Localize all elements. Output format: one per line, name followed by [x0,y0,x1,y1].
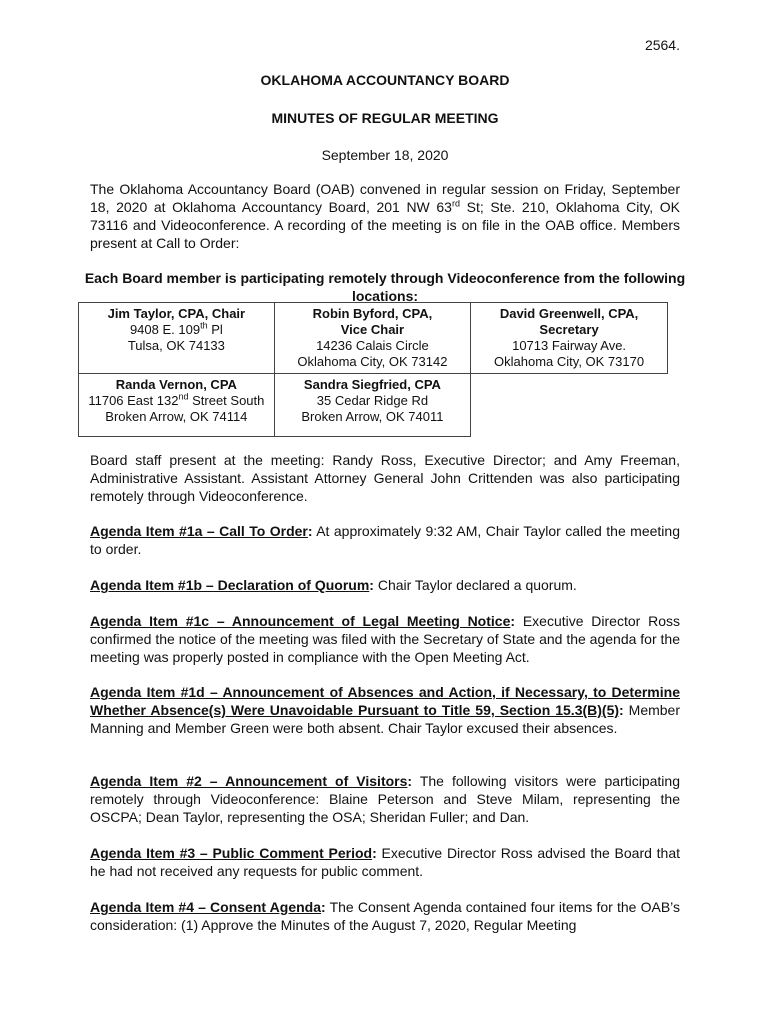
locations-heading: Each Board member is participating remotely through Videoconference from the following locations: [84,270,686,304]
agenda-heading: Agenda Item #1a – Call To Order [90,523,308,539]
board-members-table [78,302,668,437]
page-number: 2564. [644,37,680,53]
agenda-item-4: Agenda Item #4 – Consent Agenda: The Consent Agenda contained four items for the OAB’s consideration: (1) Approve the Minutes of the August 7, 2020, Regular Meeting [90,899,681,933]
agenda-body: At approximately 9:32 AM, Chair Taylor called the meeting to order. [90,523,680,557]
agenda-item-1c: Agenda Item #1c – Announcement of Legal Meeting Notice: Executive Director Ross confirmed the notice of the meeting was filed with the Secretary of State and the agenda for the meeting was properly posted in compliance with the Open Meeting Act. [90,613,680,665]
member-city: Tulsa, OK 74133 [127,338,225,353]
member-role: Secretary [539,322,599,337]
agenda-body: Executive Director Ross advised the Board that he had not received any requests for public comment. [90,845,681,879]
member-name: Jim Taylor, CPA, Chair [107,306,246,321]
intro-text-1: The Oklahoma Accountancy Board (OAB) convened in regular session on Friday, September 18, 2020 at Oklahoma Accountancy Board, 201 NW 63 [90,181,680,215]
agenda-body: The Consent Agenda contained four items for the OAB’s consideration: (1) Approve the Minutes of the August 7, 2020, Regular Meeting [90,899,681,933]
member-name: Sandra Siegfried, CPA [303,377,441,392]
member-address-line: 35 Cedar Ridge Rd [316,393,429,408]
member-address-line: 10713 Fairway Ave. [512,338,627,353]
agenda-item-3: Agenda Item #3 – Public Comment Period: Executive Director Ross advised the Board that he had not received any requests for public comment. [90,845,681,879]
agenda-heading: Agenda Item #1d – Announcement of Absences and Action, if Necessary, to Determine Whether Absence(s) Were Unavoidable Pursuant to Title 59, Section 15.3(B)(5) [90,684,680,718]
member-role: Vice Chair [340,322,405,337]
intro-sup: rd [451,198,460,209]
agenda-heading: Agenda Item #4 – Consent Agenda [90,899,322,915]
meeting-date: September 18, 2020 [321,147,449,163]
agenda-heading: Agenda Item #3 – Public Comment Period [90,845,373,861]
agenda-item-1b: Agenda Item #1b – Declaration of Quorum: Chair Taylor declared a quorum. [90,577,577,593]
board-title: OKLAHOMA ACCOUNTANCY BOARD [260,72,510,88]
intro-text-2: St; Ste. 210, Oklahoma City, OK 73116 and Videoconference. A recording of the meeting is on file in the OAB office. Members present at Call to Order: [90,199,680,251]
agenda-heading: Agenda Item #1b – Declaration of Quorum [90,577,370,593]
member-address-line: 14236 Calais Circle [316,338,429,353]
agenda-item-1a: Agenda Item #1a – Call To Order: At approximately 9:32 AM, Chair Taylor called the meeting to order. [90,523,680,557]
agenda-body: Chair Taylor declared a quorum. [373,577,577,593]
agenda-item-2: Agenda Item #2 – Announcement of Visitors: The following visitors were participating remotely through Videoconference: Blaine Peterson and Steve Milam, representing the OSCPA; Dean Taylor, representing the OSA; Sheridan Fuller; and Dan. [90,773,680,825]
member-cell-siegfried [274,374,470,437]
member-city: Oklahoma City, OK 73142 [297,354,448,369]
member-city: Oklahoma City, OK 73170 [494,354,645,369]
member-address-line: 9408 E. 109th Pl [129,320,223,337]
member-name: David Greenwell, CPA, [499,306,639,321]
agenda-body: Executive Director Ross confirmed the notice of the meeting was filed with the Secretary of State and the agenda for the meeting was properly posted in compliance with the Open Meeting Act. [90,613,680,665]
member-cell-taylor [79,303,275,374]
agenda-body: The following visitors were participating remotely through Videoconference: Blaine Peterson and Steve Milam, representing the OSCPA; Dean Taylor, representing the OSA; Sheridan Fuller; and Dan. [90,773,680,825]
member-name: Randa Vernon, CPA [115,377,237,392]
staff-paragraph: Board staff present at the meeting: Randy Ross, Executive Director; and Amy Freeman, Administrative Assistant. Assistant Attorney General John Crittenden was also participating remotely through Videoconference. [90,452,680,504]
agenda-heading: Agenda Item #2 – Announcement of Visitors [90,773,408,789]
member-cell-vernon [79,374,275,437]
member-cell-byford [274,303,470,374]
minutes-title: MINUTES OF REGULAR MEETING [271,110,499,126]
agenda-heading: Agenda Item #1c – Announcement of Legal Meeting Notice [90,613,511,629]
intro-paragraph [90,180,680,252]
member-address-line: 11706 East 132nd Street South [88,391,265,408]
member-city: Broken Arrow, OK 74114 [105,409,248,424]
agenda-body: Member Manning and Member Green were both absent. Chair Taylor excused their absences. [90,702,681,736]
member-city: Broken Arrow, OK 74011 [301,409,444,424]
member-name: Robin Byford, CPA, [312,306,433,321]
empty-cell [471,374,668,437]
agenda-item-1d: Agenda Item #1d – Announcement of Absences and Action, if Necessary, to Determine Whether Absence(s) Were Unavoidable Pursuant to Title 59, Section 15.3(B)(5): Member Manning and Member Green were both absent. Chair Taylor excused their absences. [90,684,681,736]
member-cell-greenwell [471,303,668,374]
